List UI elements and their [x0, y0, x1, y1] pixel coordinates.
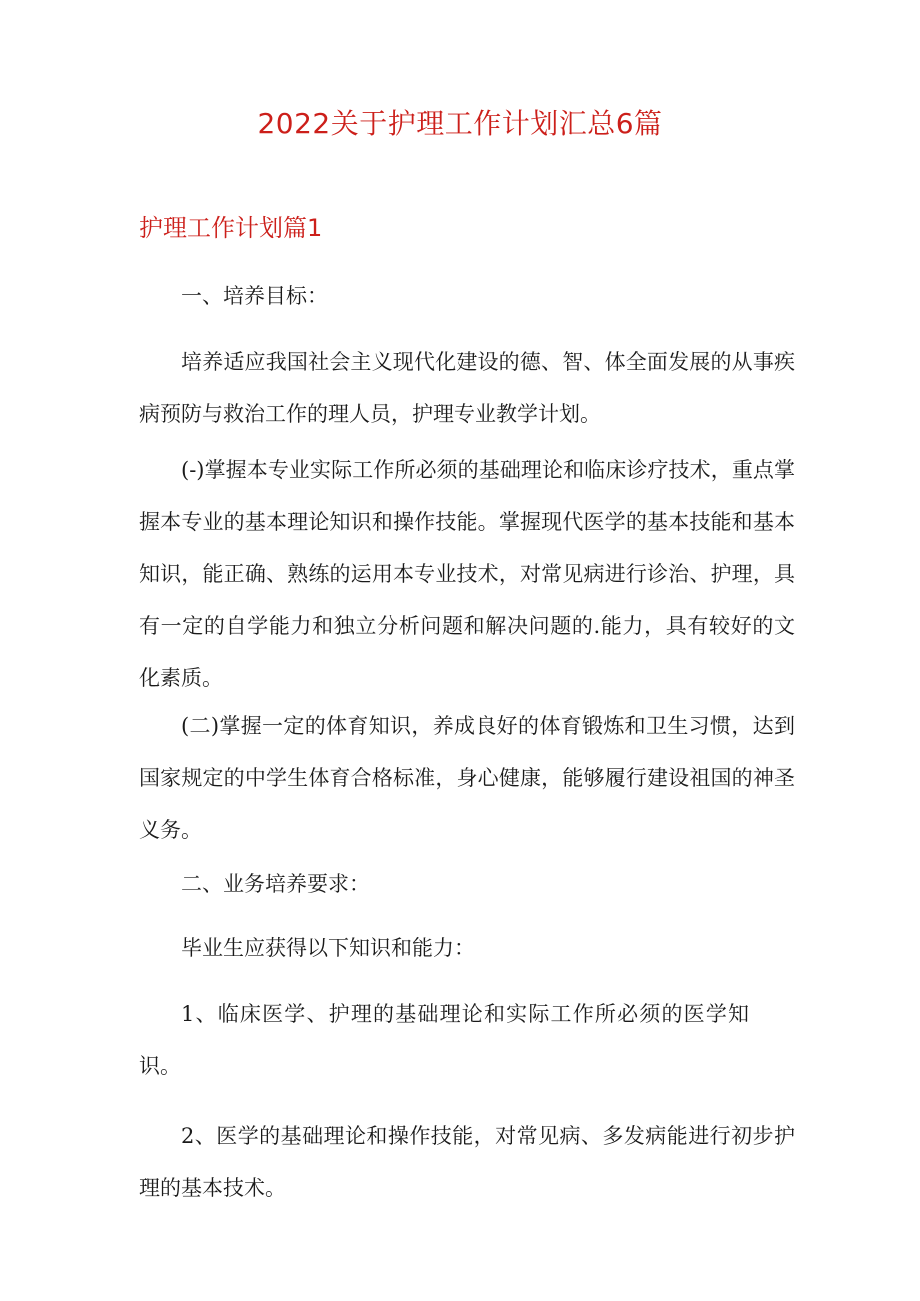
paragraph-item-one: (-)掌握本专业实际工作所必须的基础理论和临床诊疗技术，重点掌握本专业的基本理论知识和操作技能。掌握现代医学的基本技能和基本知识，能正确、熟练的运用本专业技术，对常见病进行诊治、护理，具有一定的自学能力和独立分析问题和解决问题的.能力，具有较好的文化素质。: [139, 458, 795, 690]
paragraph-training-goal: 培养适应我国社会主义现代化建设的德、智、体全面发展的从事疾病预防与救治工作的理人员，护理专业教学计划。: [139, 350, 795, 426]
heading-business-requirements: 二、业务培养要求：: [181, 872, 370, 896]
paragraph-requirements-intro: 毕业生应获得以下知识和能力：: [181, 936, 475, 960]
list-item-2: 2、医学的基础理论和操作技能，对常见病、多发病能进行初步护理的基本技术。: [139, 1124, 795, 1200]
list-item-1: 1、临床医学、护理的基础理论和实际工作所必须的医学知识。: [139, 1002, 749, 1078]
document-title: 2022关于护理工作计划汇总6篇: [257, 107, 663, 140]
paragraph-item-two: (二)掌握一定的体育知识，养成良好的体育锻炼和卫生习惯，达到国家规定的中学生体育合格标准，身心健康，能够履行建设祖国的神圣义务。: [139, 714, 795, 842]
section-heading: 护理工作计划篇1: [139, 214, 323, 242]
heading-training-goal: 一、培养目标：: [181, 284, 328, 308]
